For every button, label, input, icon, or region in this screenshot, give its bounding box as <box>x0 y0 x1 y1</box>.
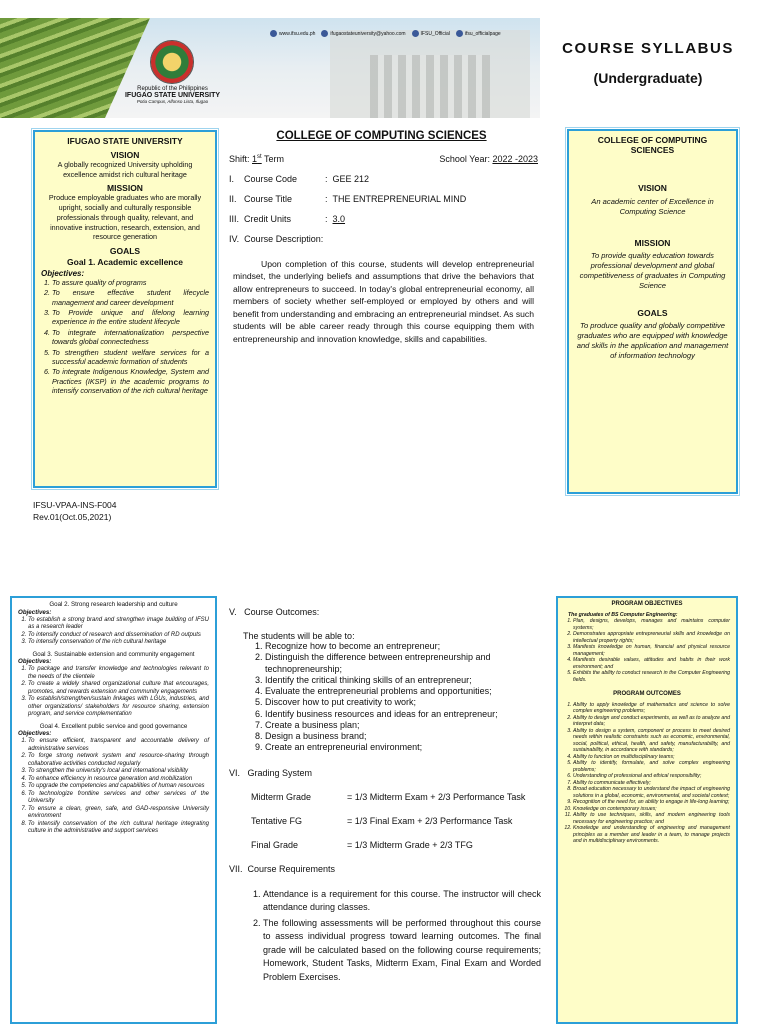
campus-text: Potia Campus, Alfonso Lista, Ifugao <box>136 98 209 104</box>
form-code: IFSU-VPAA-INS-F004 <box>33 500 117 510</box>
list-item: 3. To intensify conservation of the rich cultural heritage <box>28 639 209 647</box>
list-item: 9. Recognition of the need for, an ability to engage in life-long learning; <box>573 799 730 806</box>
list-item: 1. Ability to apply knowledge of mathematics and science to solve complex engineering problems; <box>573 702 730 715</box>
grading-row: Midterm Grade = 1/3 Midterm Exam + 2/3 Performance Task <box>251 791 526 802</box>
list-item: 3. Ability to design a system, component or process to meet desired needs within realistic constraints such as economic, environmental, social, political, ethical, health, and safety, manufacturability, and sustainability, in accordance with standards; <box>573 728 730 754</box>
course-description: Upon completion of this course, students will develop entrepreneurial mindset, the underlying beliefs and assumptions that drive the behaviors that allow entrepreneurs to succeed. In today's global entrepreneurial economy, all members of society whether self-employed or employed by others and will benefit from understanding and embracing an entrepreneurial mindset. As such students will be able career ready through this course equipping them with entrepreneurship and innovation knowledge, skills and capabilities. <box>233 259 534 344</box>
list-item: 3. Identify the critical thinking skills of an entrepreneur; <box>265 675 541 686</box>
page-title: COURSE SYLLABUS <box>562 40 734 57</box>
credit-units-row: III. Credit Units : 3.0 <box>229 214 346 224</box>
shift-row: Shift: 1st Term School Year: 2022 -2023 <box>229 154 538 164</box>
grading-heading: VI. Grading System <box>229 767 313 778</box>
program-panel <box>556 596 738 1024</box>
list-item: 1. To establish a strong brand and strengthen image building of IFSU as a research leader <box>28 617 209 632</box>
school-year: 2022 -2023 <box>492 154 538 164</box>
college-vision-text: An academic center of Excellence in Computing Science <box>591 197 714 217</box>
list-item: 3. To establish/strengthen/sustain linkages with LGUs, industries, and other organizations/ stakeholders for resource sharing, extension program, and service complementation <box>28 696 209 719</box>
list-item: 2. Demonstrates appropriate entrepreneurial skills and knowledge on intellectual property rights; <box>573 631 730 644</box>
goal3-objectives <box>18 666 209 719</box>
objectives-heading: Objectives: <box>18 730 52 738</box>
objectives-heading: Objectives: <box>18 658 52 666</box>
university-goals-panel <box>10 596 217 1024</box>
outcomes-intro: The students will be able to: <box>243 631 355 641</box>
objectives-heading: Objectives: <box>41 269 85 279</box>
list-item: 8. Design a business brand; <box>265 731 541 742</box>
college-mission-heading: MISSION <box>634 237 671 248</box>
building-facade-image <box>370 55 490 118</box>
college-goals-heading: GOALS <box>637 307 668 318</box>
list-item: 2. To ensure effective student lifecycle management and career development <box>52 288 209 307</box>
list-item: 2. To forge strong network system and resource-sharing through collaborative activities conducted regularly <box>28 753 209 768</box>
university-vmg-panel <box>33 130 217 488</box>
vision-text: A globally recognized University upholding excellence amidst rich cultural heritage <box>57 160 193 179</box>
objectives-list <box>41 278 209 395</box>
outcomes-heading: V. Course Outcomes: <box>229 607 320 617</box>
facebook-icon <box>456 30 463 37</box>
course-code-row: I. Course Code : GEE 212 <box>229 174 370 184</box>
globe-icon <box>270 30 277 37</box>
list-item: 2. Distinguish the difference between entrepreneurship and technopreneurship; <box>265 652 541 675</box>
description-heading: IV. Course Description: <box>229 234 324 244</box>
university-name-block <box>120 86 225 104</box>
list-item: 1. To assure quality of programs <box>52 278 209 287</box>
page-subtitle: (Undergraduate) <box>593 70 703 86</box>
requirements-list <box>229 888 541 985</box>
grading-row: Tentative FG = 1/3 Final Exam + 2/3 Performance Task <box>251 815 513 826</box>
twitter-icon <box>412 30 419 37</box>
email-contact[interactable]: ifugaostateuniversity@yahoo.com <box>321 30 405 37</box>
list-item: 7. Create a business plan; <box>265 720 541 731</box>
revision: Rev.01(Oct.05,2021) <box>33 511 112 522</box>
facebook-contact[interactable]: ifsu_officialpage <box>456 30 501 37</box>
mission-heading: MISSION <box>107 183 143 194</box>
list-item: 6. Identify business resources and ideas for an entrepreneur; <box>265 709 541 720</box>
list-item: 1. To ensure efficient, transparent and accountable delivery of administrative services <box>28 738 209 753</box>
website-contact[interactable]: www.ifsu.edu.ph <box>270 30 315 37</box>
list-item: 5. Exhibits the ability to conduct research in the Computer Engineering fields. <box>573 670 730 683</box>
university-name: IFUGAO STATE UNIVERSITY <box>124 92 221 100</box>
requirements-heading: VII. Course Requirements <box>229 863 336 874</box>
list-item: 4. Manifests desirable values, attitudes and habits in their work environment; and <box>573 657 730 670</box>
list-item: 5. Ability to identify, formulate, and solve complex engineering problems; <box>573 760 730 773</box>
form-code-block <box>33 500 116 524</box>
list-item: 12. Knowledge and understanding of engineering and management principles as a member and leader in a team, to manage projects and in multidisciplinary environments. <box>573 825 730 845</box>
list-item: 1. Plan, designs, develops, manages and maintains computer systems; <box>573 618 730 631</box>
goals-heading: GOALS <box>109 246 141 257</box>
list-item: 3. To strengthen the university's local and international visibility <box>28 768 209 776</box>
list-item: 8. Broad education necessary to understand the impact of engineering solutions in a global, economic, environmental, and societal context; <box>573 786 730 799</box>
panel-university: IFUGAO STATE UNIVERSITY <box>67 136 183 146</box>
program-objectives-heading: PROGRAM OBJECTIVES <box>611 601 683 607</box>
course-info <box>229 130 538 345</box>
college-goals-text: To produce quality and globally competitive graduates who are equipped with knowledge and skills in the application and management of information technology <box>576 320 729 361</box>
panel-college: COLLEGE OF COMPUTING SCIENCES <box>597 135 708 155</box>
twitter-contact[interactable]: IFSU_Official <box>412 30 450 37</box>
contact-bar <box>270 30 501 37</box>
list-item: 11. Ability to use techniques, skills, and modern engineering tools necessary for engineering practice; and <box>573 812 730 825</box>
objectives-heading: Objectives: <box>18 608 52 616</box>
mail-icon <box>321 30 328 37</box>
list-item: 7. To ensure a clean, green, safe, and GAD-responsive University environment <box>28 806 209 821</box>
college-vision-heading: VISION <box>638 183 667 193</box>
college-heading: COLLEGE OF COMPUTING SCIENCES <box>276 130 487 142</box>
course-details <box>229 607 541 986</box>
credit-units: 3.0 <box>332 214 346 224</box>
list-item: 7. Ability to communicate effectively; <box>573 780 730 787</box>
university-seal-logo <box>150 40 194 84</box>
list-item: 4. To enhance efficiency in resource generation and mobilization <box>28 776 209 784</box>
college-vmg-panel <box>567 129 738 494</box>
list-item: 6. To integrate Indigenous Knowledge, System and Practices (IKSP) in the academic programs to intensify conservation of the rich cultural heritage <box>52 367 209 395</box>
list-item: 8. To intensify conservation of the rich cultural heritage integrating culture in the administrative and support services <box>28 821 209 836</box>
list-item: 2. The following assessments will be performed throughout this course to assess individual progress toward learning outcomes. The final grade will be calculated based on the following course requirements; Homework, Student Tasks, Midterm Exam, Final Exam and Worded Problem Exercises. <box>263 917 541 985</box>
vision-heading: VISION <box>110 150 140 160</box>
list-item: 4. To integrate internationalization perspective towards global connectedness <box>52 328 209 347</box>
goal2-heading: Goal 2. Strong research leadership and culture <box>49 601 178 608</box>
list-item: 1. To package and transfer knowledge and technologies relevant to the needs of the clientele <box>28 666 209 681</box>
list-item: 3. To Provide unique and lifelong learning experience in the entire student lifecycle <box>52 308 209 327</box>
list-item: 4. Ability to function on multidisciplinary teams; <box>573 754 730 761</box>
program-outcomes-heading: PROGRAM OUTCOMES <box>613 691 681 697</box>
list-item: 5. To upgrade the competencies and capabilities of human resources <box>28 783 209 791</box>
program-outcomes-list <box>564 702 730 845</box>
goal2-objectives <box>18 617 209 647</box>
list-item: 10. Knowledge on contemporary issues; <box>573 806 730 813</box>
list-item: 6. To technologize frontline services and other services of the University <box>28 791 209 806</box>
course-title-row: II. Course Title : THE ENTREPRENEURIAL MIND <box>229 194 467 204</box>
course-title: THE ENTREPRENEURIAL MIND <box>332 194 467 204</box>
program-objectives-list <box>564 618 730 683</box>
course-code: GEE 212 <box>332 174 370 184</box>
list-item: 5. To strengthen student welfare services for a successful academic formation of students <box>52 348 209 367</box>
list-item: 2. To create a widely shared organizational culture that encourages, promotes, and rewards extension and community engagements <box>28 681 209 696</box>
list-item: 3. Manifests knowledge on human, financial and physical resource management; <box>573 644 730 657</box>
list-item: 1. Attendance is a requirement for this course. The instructor will check attendance during classes. <box>263 888 541 915</box>
list-item: 5. Discover how to put creativity to work; <box>265 697 541 708</box>
program-objectives-intro: The graduates of BS Computer Engineering: <box>568 611 678 618</box>
goal1-heading: Goal 1. Academic excellence <box>67 257 183 268</box>
list-item: 1. Recognize how to become an entrepreneur; <box>265 641 541 652</box>
list-item: 2. To intensify conduct of research and dissemination of RD outputs <box>28 632 209 640</box>
list-item: 9. Create an entrepreneurial environment; <box>265 742 541 753</box>
goal3-heading: Goal 3. Sustainable extension and community engagement <box>32 650 195 658</box>
list-item: 4. Evaluate the entrepreneurial problems and opportunities; <box>265 686 541 697</box>
list-item: 2. Ability to design and conduct experiments, as well as to analyze and interpret data; <box>573 715 730 728</box>
mission-text: Produce employable graduates who are morally upright, socially and culturally responsible professionals through quality, relevant, and innovative instruction, research, extension, and resource generation <box>48 193 202 242</box>
college-mission-text: To provide quality education towards professional development and global competitiveness of graduates in Computing Science <box>579 250 726 291</box>
republic-text: Republic of the Philippines <box>137 86 208 92</box>
goal4-objectives <box>18 738 209 836</box>
outcomes-list <box>229 641 541 754</box>
list-item: 6. Understanding of professional and ethical responsibility; <box>573 773 730 780</box>
grading-row: Final Grade = 1/3 Midterm Grade + 2/3 TFG <box>251 839 473 850</box>
goal4-heading: Goal 4. Excellent public service and good governance <box>39 722 188 730</box>
